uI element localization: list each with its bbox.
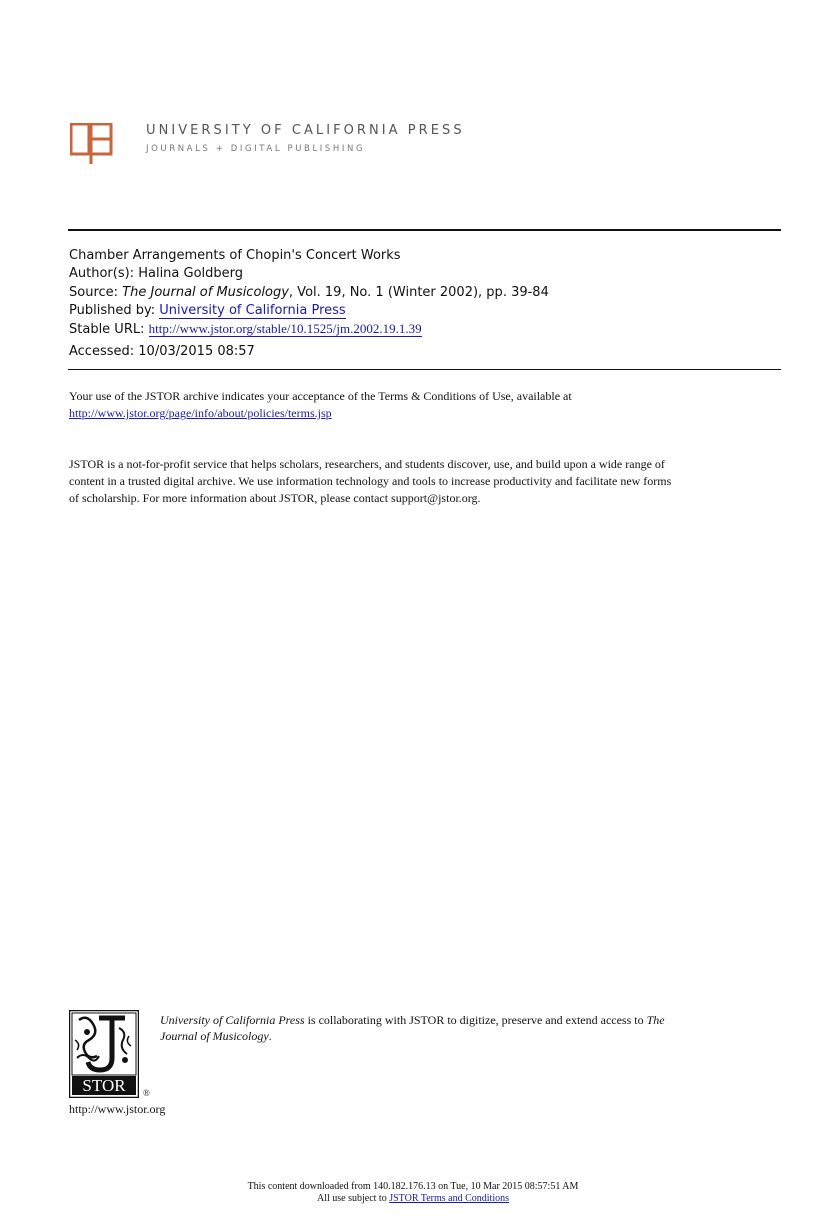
stable-url-link[interactable]: http://www.jstor.org/stable/10.1525/jm.2002.19.1.39 <box>148 321 422 336</box>
jstor-url: http://www.jstor.org <box>69 1102 166 1116</box>
collab-end: . <box>268 1029 272 1043</box>
publisher-logo <box>70 123 530 167</box>
article-title: Chamber Arrangements of Chopin's Concert Works <box>69 248 401 263</box>
publisher-logo-name: UNIVERSITY OF CALIFORNIA PRESS <box>146 123 465 138</box>
article-accessed-line <box>69 344 255 359</box>
collab-publisher: University of California Press <box>160 1013 305 1027</box>
source-label: Source: <box>69 285 119 300</box>
about-line-3: of scholarship. For more information about JSTOR, please contact support@jstor.org. <box>69 491 481 505</box>
terms-notice <box>69 388 572 422</box>
accessed-date: 10/03/2015 08:57 <box>138 344 255 359</box>
footer-prefix: All use subject to <box>317 1193 390 1204</box>
collaboration-statement <box>160 1012 760 1044</box>
publisher-link[interactable]: University of California Press <box>159 303 346 318</box>
collab-journal-part2: Journal of Musicology <box>160 1029 269 1043</box>
journal-name: The Journal of Musicology <box>122 285 289 300</box>
collab-journal-part1: The <box>646 1013 665 1027</box>
source-details: , Vol. 19, No. 1 (Winter 2002), pp. 39-84 <box>288 285 549 300</box>
ucpress-logo-icon <box>70 123 114 165</box>
download-footer <box>0 1181 826 1205</box>
divider-middle <box>68 369 781 370</box>
article-publisher-line <box>69 303 346 318</box>
author-name: Halina Goldberg <box>138 266 244 281</box>
jstor-logo-icon <box>69 1010 139 1098</box>
about-line-1: JSTOR is a not-for-profit service that helps scholars, researchers, and students discover, use, and build upon a wide range of <box>69 457 665 471</box>
about-jstor <box>69 456 671 507</box>
publisher-logo-tagline: JOURNALS + DIGITAL PUBLISHING <box>146 144 366 154</box>
article-stable-url-line <box>69 321 422 337</box>
author-label: Author(s): <box>69 266 135 281</box>
registered-mark: ® <box>143 1088 150 1098</box>
footer-line-2 <box>0 1193 826 1205</box>
accessed-label: Accessed: <box>69 344 135 359</box>
divider-top <box>68 229 781 231</box>
collab-text: is collaborating with JSTOR to digitize, preserve and extend access to <box>304 1013 647 1027</box>
article-source-line <box>69 285 549 300</box>
article-author-line <box>69 266 243 281</box>
about-line-2: content in a trusted digital archive. We use information technology and tools to increase productivity and facilitate new forms <box>69 474 672 488</box>
publisher-label: Published by: <box>69 303 156 318</box>
terms-link[interactable]: http://www.jstor.org/page/info/about/policies/terms.jsp <box>69 406 332 420</box>
jstor-wordmark: STOR <box>82 1076 126 1095</box>
footer-line-1: This content downloaded from 140.182.176.13 on Tue, 10 Mar 2015 08:57:51 AM <box>247 1181 579 1192</box>
terms-conditions-link[interactable]: JSTOR Terms and Conditions <box>389 1193 509 1204</box>
terms-text: Your use of the JSTOR archive indicates your acceptance of the Terms & Conditions of Use, available at <box>69 389 572 403</box>
stable-url-label: Stable URL: <box>69 322 145 337</box>
